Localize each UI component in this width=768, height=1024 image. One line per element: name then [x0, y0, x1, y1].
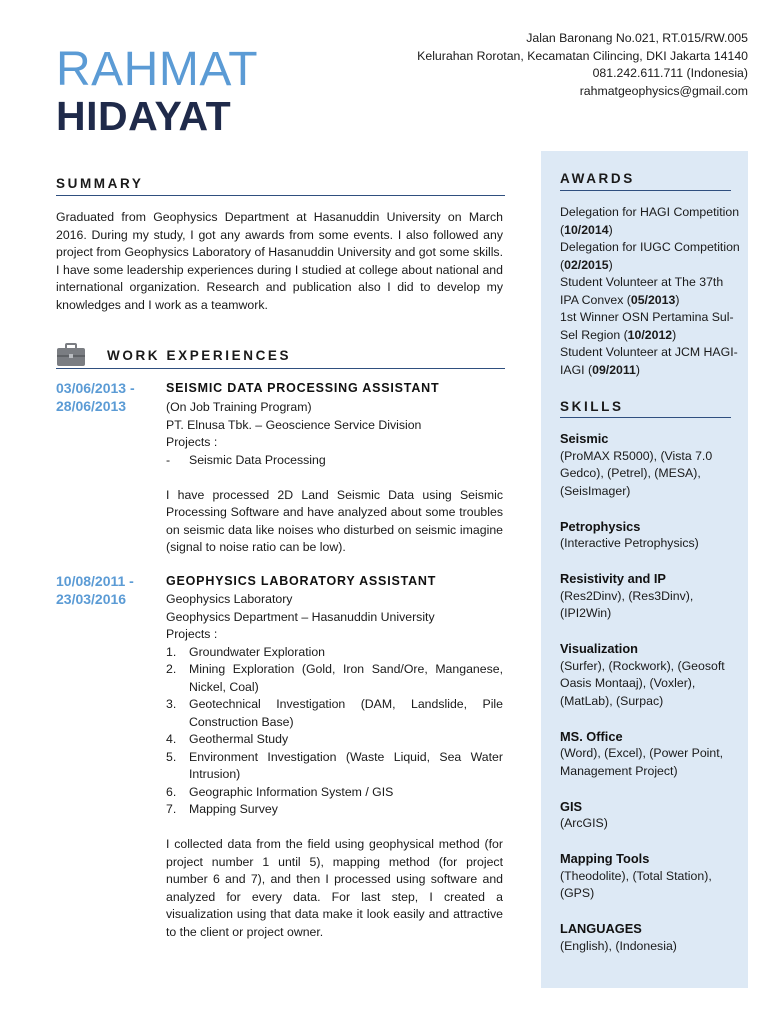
- job-2-date-start: 10/08/2011 -: [56, 573, 134, 589]
- skill-heading: MS. Office: [560, 728, 623, 744]
- last-name: HIDAYAT: [56, 93, 232, 139]
- job-1-line: PT. Elnusa Tbk. – Geoscience Service Division: [166, 417, 422, 432]
- award-close: ): [608, 257, 613, 272]
- job-1-date-start: 03/06/2013 -: [56, 380, 135, 396]
- skill-heading: Mapping Tools: [560, 851, 650, 866]
- summary-rule: [56, 195, 505, 196]
- award-close: ): [675, 292, 680, 307]
- list-marker: 6.: [166, 784, 177, 799]
- job-1-details: [166, 399, 503, 557]
- contact-phone: 081.242.611.711 (Indonesia): [592, 66, 748, 80]
- award-item: [560, 344, 740, 379]
- job-2-details: [166, 591, 503, 941]
- award-text: Delegation for HAGI Competition (: [560, 205, 740, 237]
- job-2-project-item: [166, 801, 503, 819]
- list-marker: 3.: [166, 697, 177, 711]
- award-date: 09/2011: [592, 362, 636, 377]
- skill-heading: Petrophysics: [560, 518, 641, 534]
- skill-items: (ArcGIS): [560, 816, 608, 830]
- award-text: Delegation for IUGC Competition (: [560, 240, 740, 272]
- job-2-line: Geophysics Laboratory: [166, 592, 293, 606]
- skill-heading: Visualization: [560, 641, 638, 656]
- skills-rule: [560, 417, 731, 418]
- awards-title: AWARDS: [560, 171, 635, 186]
- award-close: ): [672, 327, 677, 342]
- award-date: 02/2015: [564, 257, 609, 272]
- skill-heading: Resistivity and IP: [560, 571, 666, 586]
- summary-text: Graduated from Geophysics Department at Hasanuddin University on March 2016. During my study, I got any awards from some events. I also followed any project from Geophysics Laboratory of Hasanuddin University and got some skills. I have some leadership experiences during I studied at college about national and international organization. Research and publication also I did to develop my knowledges and I work as a teamwork.: [56, 210, 503, 312]
- skill-group-languages: [560, 920, 740, 955]
- skill-items: (Surfer), (Rockwork), (Geosoft Oasis Montaaj), (Voxler), (MatLab), (Surpac): [560, 658, 725, 708]
- skill-group-mapping-tools: [560, 850, 740, 903]
- award-close: ): [635, 362, 641, 377]
- skill-group-petrophysics: [560, 518, 740, 553]
- award-text: 1st Winner OSN Pertamina Sul-Sel Region (: [560, 310, 734, 342]
- job-2-project-item: [166, 731, 503, 749]
- list-marker: 1.: [166, 644, 177, 659]
- skill-group-ms-office: [560, 728, 740, 781]
- work-rule: [56, 368, 505, 369]
- project-text: Geographic Information System / GIS: [189, 784, 394, 799]
- skill-group-seismic: [560, 430, 740, 500]
- skill-group-gis: [560, 798, 740, 833]
- skill-items: (Interactive Petrophysics): [560, 536, 699, 550]
- project-text: Environment Investigation (Waste Liquid, Sea Water Intrusion): [189, 749, 503, 781]
- work-title: WORK EXPERIENCES: [107, 348, 292, 363]
- job-2-project-item: [166, 661, 503, 696]
- skill-items: (Res2Dinv), (Res3Dinv), (IPI2Win): [560, 588, 694, 620]
- award-text: Student Volunteer at The 37th IPA Convex (: [560, 275, 724, 307]
- award-text: Student Volunteer at JCM HAGI-IAGI (: [560, 345, 738, 377]
- list-marker: 7.: [166, 802, 177, 816]
- skill-heading: LANGUAGES: [560, 921, 642, 936]
- skill-heading: GIS: [560, 798, 583, 814]
- award-item: [560, 274, 740, 309]
- job-2-date-end: 23/03/2016: [56, 590, 127, 607]
- award-date: 10/2012: [627, 327, 673, 342]
- awards-rule: [560, 190, 731, 191]
- first-name: RAHMAT: [56, 43, 259, 96]
- award-close: ): [608, 222, 613, 237]
- skill-items: (Theodolite), (Total Station), (GPS): [560, 868, 712, 900]
- skill-group-visualization: [560, 640, 740, 710]
- contact-address-line-1: Jalan Baronang No.021, RT.015/RW.005: [526, 31, 748, 45]
- list-marker: 5.: [166, 749, 177, 764]
- job-2-date: [56, 573, 134, 608]
- job-2-line: Geophysics Department – Hasanuddin University: [166, 609, 435, 624]
- project-text: Geothermal Study: [189, 732, 289, 746]
- job-2-line: Projects :: [166, 627, 218, 641]
- skill-items: (ProMAX R5000), (Vista 7.0 Gedco), (Petrel), (MESA), (SeisImager): [560, 448, 713, 498]
- job-2-title: GEOPHYSICS LABORATORY ASSISTANT: [166, 574, 437, 588]
- skill-heading: Seismic: [560, 431, 609, 446]
- job-1-project-item: [166, 452, 503, 470]
- job-2-project-item: [166, 696, 503, 731]
- summary-title: SUMMARY: [56, 176, 144, 191]
- award-date: 10/2014: [564, 222, 609, 237]
- job-2-project-item: [166, 749, 503, 784]
- award-date: 05/2013: [630, 292, 676, 307]
- briefcase-icon: [56, 343, 86, 367]
- award-item: [560, 204, 740, 239]
- job-1-line: Projects :: [166, 435, 218, 449]
- project-text: Mining Exploration (Gold, Iron Sand/Ore, Manganese, Nickel, Coal): [189, 662, 503, 694]
- contact-block: [417, 30, 748, 100]
- project-text: Groundwater Exploration: [189, 644, 326, 659]
- project-text: Seismic Data Processing: [189, 452, 326, 467]
- skill-group-resistivity: [560, 570, 740, 623]
- project-text: Geotechnical Investigation (DAM, Landslide, Pile Construction Base): [189, 697, 503, 729]
- award-item: [560, 309, 740, 344]
- contact-email[interactable]: rahmatgeophysics@gmail.com: [579, 83, 748, 98]
- job-2-description: I collected data from the field using geophysical method (for project number 1 until 5), mapping method (for project number 6 and 7), and then I processed using software and analyzed for every data. For last step, I created a visualization using that data make it look easily and attractive to the client or project owner.: [166, 837, 503, 939]
- job-1-line: (On Job Training Program): [166, 400, 312, 414]
- awards-list: [560, 204, 740, 379]
- job-1-date-end: 28/06/2013: [56, 397, 127, 414]
- award-item: [560, 239, 740, 274]
- skills-list: [560, 430, 740, 973]
- list-marker: 2.: [166, 662, 177, 676]
- skill-items: (English), (Indonesia): [560, 938, 677, 953]
- skill-items: (Word), (Excel), (Power Point, Management Project): [560, 746, 724, 778]
- job-2-project-item: [166, 644, 503, 662]
- skills-title: SKILLS: [560, 399, 624, 414]
- job-1-description: I have processed 2D Land Seismic Data using Seismic Processing Software and have analyzed about some troubles on seismic data like noises who disturbed on seismic imagine (signal to noise ratio can be low).: [166, 487, 503, 554]
- contact-address-line-2: Kelurahan Rorotan, Kecamatan Cilincing, DKI Jakarta 14140: [417, 48, 748, 63]
- job-1-date: [56, 380, 135, 415]
- list-marker: -: [166, 452, 171, 467]
- list-marker: 4.: [166, 732, 177, 746]
- project-text: Mapping Survey: [189, 802, 278, 816]
- job-2-project-item: [166, 784, 503, 802]
- job-1-title: SEISMIC DATA PROCESSING ASSISTANT: [166, 381, 440, 395]
